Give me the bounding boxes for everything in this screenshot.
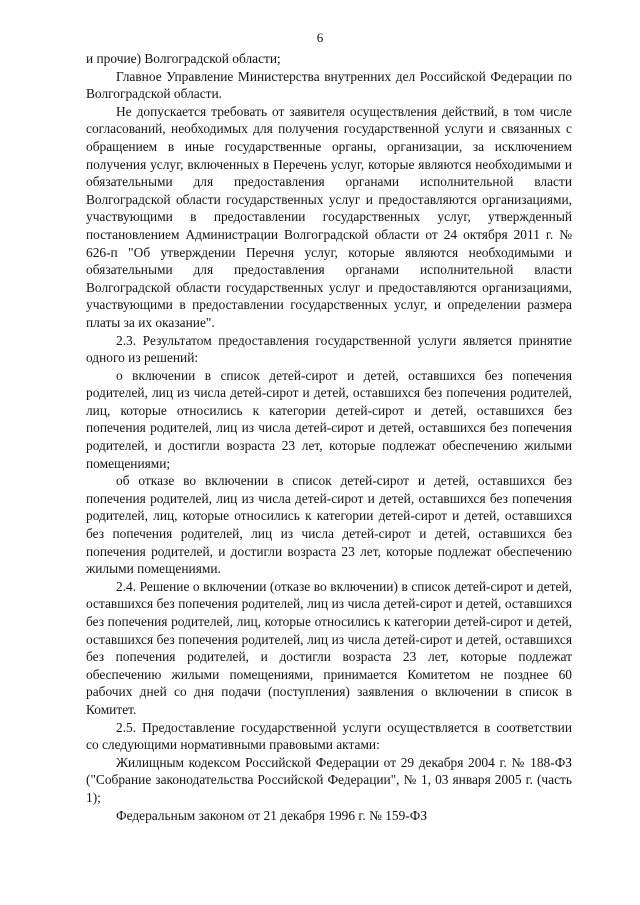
page-number: 6 xyxy=(316,30,324,45)
paragraph-inclusion-decision: о включении в список детей-сирот и детей, оставшихся без попечения родителей, лиц из числа детей-сирот и детей, оставшихся без попечения родителей, лиц, которые относились к категории детей-сирот и детей, оставшихся без попечения родителей, лиц из числа детей-сирот и детей, оставшихся без попечения родителей, и достигли возраста 23 лет, которые подлежат обеспечению жилыми помещениями; xyxy=(86,367,572,471)
paragraph-refusal-decision: об отказе во включении в список детей-сирот и детей, оставшихся без попечения родителей, лиц из числа детей-сирот и детей, оставшихся без попечения родителей, лиц, которые относились к категории детей-сирот и детей, оставшихся без попечения родителей, лиц из числа детей-сирот и детей, оставшихся без попечения родителей, и достигли возраста 23 лет, которые подлежат обеспечению жилыми помещениями. xyxy=(86,473,572,577)
paragraph-housing-code: Жилищным кодексом Российской Федерации от 29 декабря 2004 г. № 188-ФЗ ("Собрание законодательства Российской Федерации", № 1, 03 января 2005 г. (часть 1); xyxy=(86,754,572,805)
paragraph-2-3: 2.3. Результатом предоставления государственной услуги является принятие одного из решений: xyxy=(86,332,572,366)
paragraph-federal-law: Федеральным законом от 21 декабря 1996 г. № 159-ФЗ xyxy=(116,807,428,823)
paragraph-2-4: 2.4. Решение о включении (отказе во включении) в список детей-сирот и детей, оставшихся без попечения родителей, лиц из числа детей-сирот и детей, оставшихся без попечения родителей, лиц, которые относились к категории детей-сирот и детей, оставшихся без попечения родителей, лиц из числа детей-сирот и детей, оставшихся без попечения родителей, и достигли возраста 23 лет, которые подлежат обеспечению жилыми помещениями, принимается Комитетом не позднее 60 рабочих дней со дня подачи (поступления) заявления о включении в список в Комитет. xyxy=(86,578,572,717)
paragraph-continuation: и прочие) Волгоградской области; xyxy=(86,51,281,66)
document-body xyxy=(86,50,572,824)
paragraph-mvd: Главное Управление Министерства внутренних дел Российской Федерации по Волгоградской области. xyxy=(86,68,572,102)
paragraph-no-requirements: Не допускается требовать от заявителя осуществления действий, в том числе согласований, необходимых для получения государственной услуги и связанных с обращением в иные государственные органы, организации, за исключением получения услуг, включенных в Перечень услуг, которые являются необходимыми и обязательными для предоставления органами исполнительной власти Волгоградской области государственных услуг и предоставляются организациями, участвующими в предоставлении государственных услуг, утвержденный постановлением Администрации Волгоградской области от 24 октября 2011 г. № 626-п "Об утверждении Перечня услуг, которые являются необходимыми и обязательными для предоставления органами исполнительной власти Волгоградской области государственных услуг и предоставляются организациями, участвующими в предоставлении государственных услуг, и определении размера платы за их оказание". xyxy=(86,103,572,330)
paragraph-2-5: 2.5. Предоставление государственной услуги осуществляется в соответствии со следующими нормативными правовыми актами: xyxy=(86,719,572,753)
